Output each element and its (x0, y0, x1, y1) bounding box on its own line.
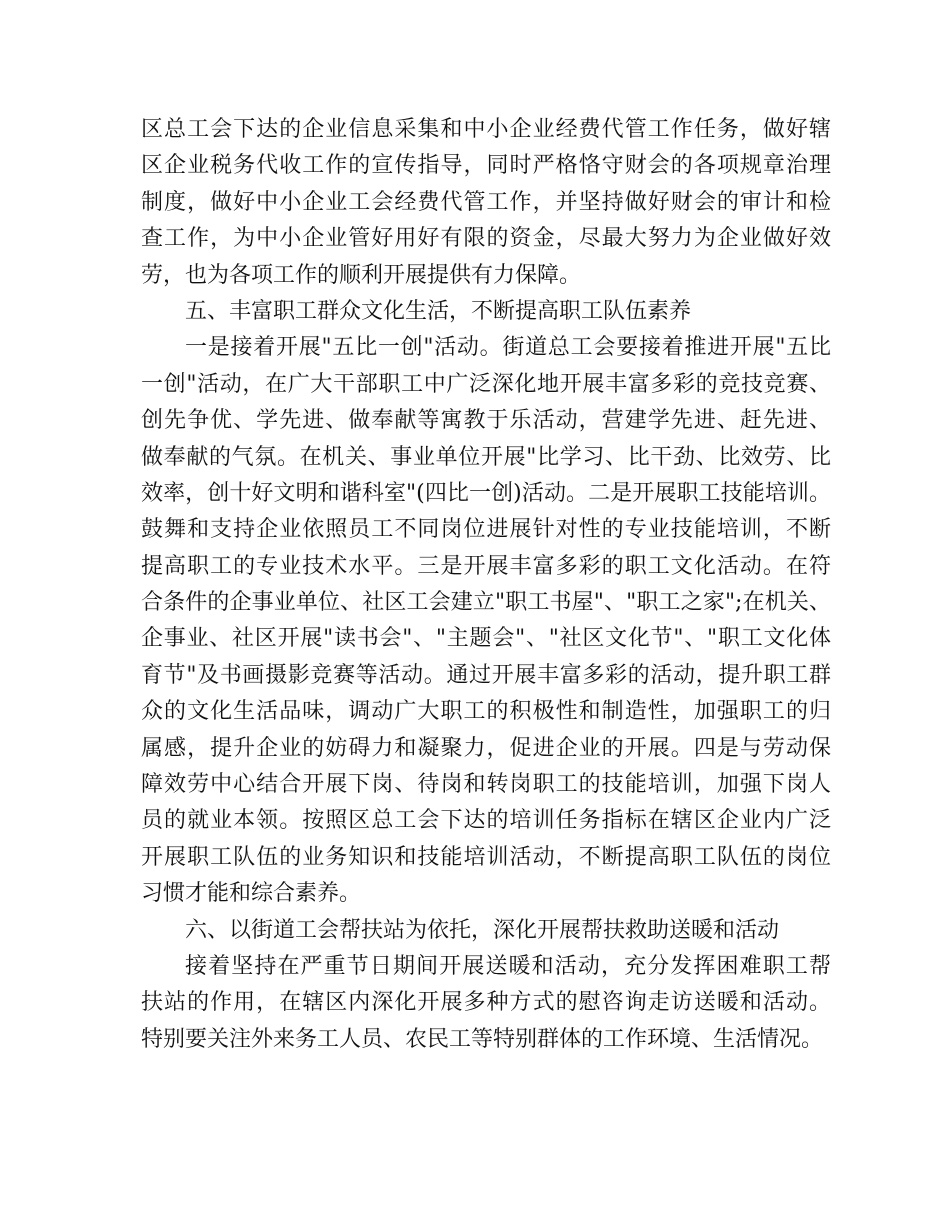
text-line: 一是接着开展"五比一创"活动。街道总工会要接着推进开展"五比 (185, 335, 831, 361)
text-line: 扶站的作用，在辖区内深化开展多种方式的慰咨询走访送暖和活动。 (141, 990, 831, 1016)
text-line: 一创"活动，在广大干部职工中广泛深化地开展丰富多彩的竞技竞赛、 (141, 371, 831, 397)
text-line: 接着坚持在严重节日期间开展送暖和活动，充分发挥困难职工帮 (185, 953, 831, 979)
text-line: 制度，做好中小企业工会经费代管工作，并坚持做好财会的审计和检 (141, 189, 831, 215)
body-text (141, 112, 831, 1058)
text-line: 习惯才能和综合素养。 (141, 881, 362, 907)
text-line: 特别要关注外来务工人员、农民工等特别群体的工作环境、生活情况。 (141, 1026, 824, 1052)
text-line: 区企业税务代收工作的宣传指导，同时严格恪守财会的各项规章治理 (141, 153, 831, 179)
text-line: 效率，创十好文明和谐科室"(四比一创)活动。二是开展职工技能培训。 (141, 480, 831, 506)
text-line: 合条件的企事业单位、社区工会建立"职工书屋"、"职工之家";在机关、 (141, 590, 831, 616)
text-line: 鼓舞和支持企业依照员工不同岗位进展针对性的专业技能培训，不断 (141, 517, 831, 543)
text-line: 区总工会下达的企业信息采集和中小企业经费代管工作任务，做好辖 (141, 117, 831, 142)
text-line: 众的文化生活品味，调动广大职工的积极性和制造性，加强职工的归 (141, 699, 831, 725)
text-line: 障效劳中心结合开展下岗、待岗和转岗职工的技能培训，加强下岗人 (141, 772, 831, 798)
section-heading: 六、以街道工会帮扶站为依托，深化开展帮扶救助送暖和活动 (185, 917, 780, 943)
text-line: 创先争优、学先进、做奉献等寓教于乐活动，营建学先进、赶先进、 (141, 408, 831, 434)
text-line: 做奉献的气氛。在机关、事业单位开展"比学习、比干劲、比效劳、比 (141, 444, 831, 470)
text-line: 提高职工的专业技术水平。三是开展丰富多彩的职工文化活动。在符 (141, 553, 831, 579)
text-line: 员的就业本领。按照区总工会下达的培训任务指标在辖区企业内广泛 (141, 808, 831, 834)
text-line: 开展职工队伍的业务知识和技能培训活动，不断提高职工队伍的岗位 (141, 844, 831, 870)
text-line: 查工作，为中小企业管好用好有限的资金，尽最大努力为企业做好效 (141, 226, 831, 252)
text-line: 属感，提升企业的妨碍力和凝聚力，促进企业的开展。四是与劳动保 (141, 735, 831, 761)
text-line: 劳，也为各项工作的顺利开展提供有力保障。 (141, 262, 582, 288)
text-line: 企事业、社区开展"读书会"、"主题会"、"社区文化节"、"职工文化体 (141, 626, 831, 652)
text-line: 育节"及书画摄影竞赛等活动。通过开展丰富多彩的活动，提升职工群 (141, 662, 831, 688)
section-heading: 五、丰富职工群众文化生活，不断提高职工队伍素养 (185, 298, 692, 324)
